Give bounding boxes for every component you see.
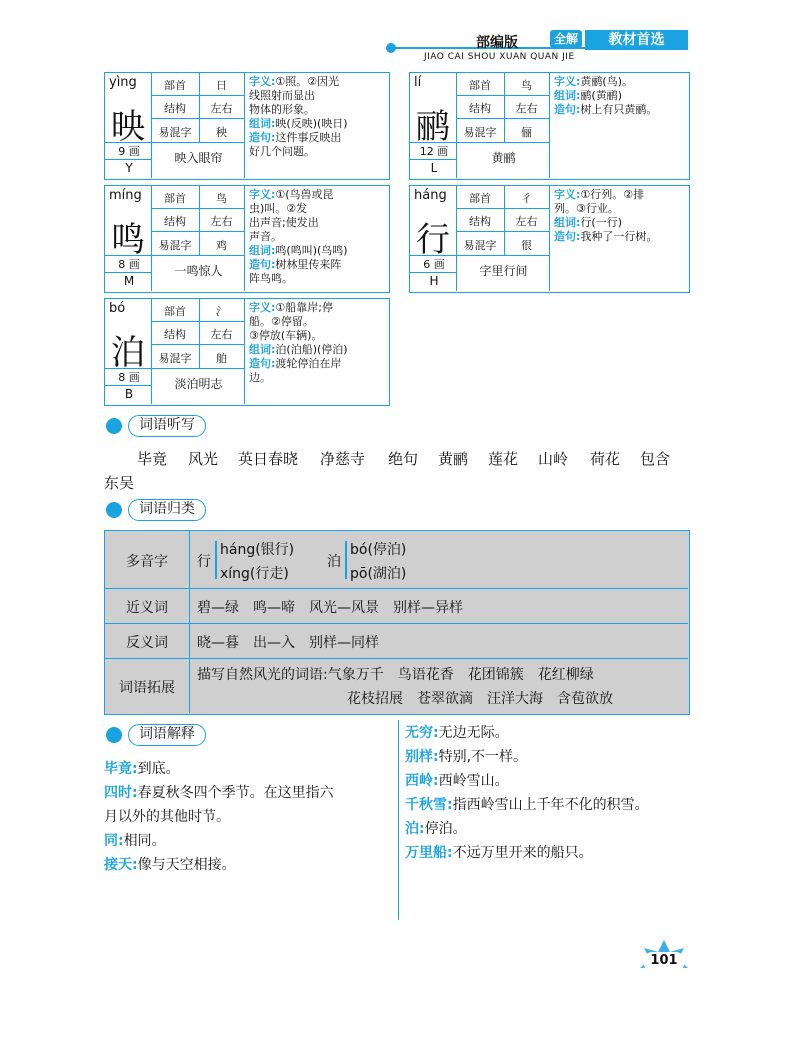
- grid-line: [456, 208, 549, 209]
- meaning-text: ①船靠岸;停: [275, 301, 333, 314]
- character-card: [104, 72, 390, 180]
- meaning-text: 出声音;使发出: [249, 216, 319, 229]
- char-idiom: 字里行间: [479, 264, 528, 278]
- char-description: [554, 75, 657, 117]
- sentence-line: [249, 258, 348, 272]
- meaning-text: 船。②停留。: [249, 315, 314, 328]
- sentence-line: [249, 357, 348, 371]
- label-confusable: 易混字: [158, 126, 192, 139]
- explanation-item: [405, 770, 509, 790]
- index-letter: Y: [125, 161, 133, 175]
- meaning-text: 虫)叫。②发: [249, 202, 308, 215]
- char-description: [249, 301, 348, 385]
- meaning-text: 线照射而显出: [249, 89, 315, 102]
- table-row-divider: [105, 588, 688, 589]
- table-row-divider: [105, 658, 688, 659]
- dictation-word: 毕竟: [137, 450, 168, 468]
- label-radical: 部首: [164, 79, 186, 92]
- sentence-text: 树上有只黄鹂。: [580, 103, 658, 116]
- sentence-label: 造句:: [249, 357, 276, 370]
- char-pinyin: yìng: [109, 75, 137, 90]
- sentence-text: 好几个问题。: [249, 145, 315, 158]
- series-logo: 全解: [550, 30, 582, 48]
- polyphone-reading: xíng(行走): [220, 566, 289, 582]
- meaning-label: 字义:: [249, 301, 276, 314]
- sentence-text: 阵鸟鸣。: [249, 272, 293, 285]
- explanation-def: 相同。: [123, 833, 166, 849]
- label-structure: 结构: [164, 102, 186, 115]
- meaning-label: 字义:: [554, 188, 581, 201]
- char-idiom: 映入眼帘: [174, 151, 223, 165]
- grid-line: [151, 118, 244, 119]
- sentence-label: 造句:: [249, 131, 276, 144]
- column-divider: [398, 720, 399, 920]
- grid-line: [151, 344, 244, 345]
- character-card: [409, 185, 690, 293]
- explanation-term: 四时:: [104, 785, 138, 801]
- char-idiom: 黄鹂: [491, 151, 516, 165]
- words-label: 组词:: [249, 244, 276, 257]
- row-head-polyphone: 多音字: [126, 554, 168, 570]
- label-confusable: 易混字: [158, 352, 192, 365]
- explanation-term: 接天:: [104, 857, 138, 873]
- dictation-word: 莲花: [488, 450, 519, 468]
- char-description: [249, 75, 348, 159]
- dictation-title: 词语听写: [128, 415, 206, 437]
- grid-line: [105, 385, 151, 386]
- explanation-item: [405, 746, 527, 766]
- meaning-text: 黄鹂(鸟)。: [580, 75, 633, 88]
- sentence-text: 这件事反映出: [275, 131, 342, 144]
- dictation-word: 山岭: [538, 450, 569, 468]
- row-head-synonyms: 近义词: [126, 600, 168, 616]
- value-radical: 氵: [216, 305, 227, 318]
- explanation-item: [104, 806, 230, 826]
- index-letter: L: [430, 161, 438, 175]
- explanation-def: 指西岭雪山上千年不化的积雪。: [452, 797, 649, 813]
- synonyms-text: 碧—绿 鸣—啼 风光—风景 别样—异样: [197, 600, 463, 616]
- grid-line: [410, 272, 456, 273]
- words-text: 鹂(黄鹂): [580, 89, 622, 102]
- explanation-term: 泊:: [405, 821, 425, 837]
- explanation-term: 万里船:: [405, 845, 453, 861]
- grid-line: [151, 95, 244, 96]
- char-pinyin: lí: [414, 75, 422, 90]
- value-structure: 左右: [210, 215, 233, 228]
- grid-line: [151, 208, 244, 209]
- classification-title: 词语归类: [128, 499, 206, 521]
- words-text: 泊(泊船)(停泊): [275, 343, 348, 356]
- label-structure: 结构: [469, 102, 491, 115]
- antonyms-text: 晓—暮 出—入 别样—同样: [197, 635, 379, 651]
- char-description: [249, 188, 348, 286]
- sentence-text: 渡轮停泊在岸: [275, 357, 342, 370]
- meaning-text: 声音。: [249, 230, 282, 243]
- bulb-icon: [106, 418, 122, 434]
- meaning-label: 字义:: [554, 75, 581, 88]
- meaning-text: ①(鸟兽或昆: [275, 188, 334, 201]
- dictation-word: 荷花: [590, 450, 621, 468]
- sentence-label: 造句:: [554, 230, 581, 243]
- meaning-line: [249, 301, 348, 315]
- meaning-line: [249, 315, 348, 329]
- char-pinyin: háng: [414, 188, 447, 203]
- meaning-line: [249, 75, 348, 89]
- char-idiom: 淡泊明志: [174, 377, 223, 391]
- sentence-line: [249, 371, 348, 385]
- meaning-label: 字义:: [249, 188, 276, 201]
- row-head-extension: 词语拓展: [119, 680, 175, 696]
- value-structure: 左右: [515, 102, 538, 115]
- character-card: [104, 298, 390, 406]
- polyphone-char-2: 泊: [327, 554, 341, 570]
- meaning-label: 字义:: [249, 75, 276, 88]
- explanation-def: 特别,不一样。: [438, 749, 528, 765]
- page-number: 101: [650, 953, 678, 968]
- stroke-count: 8 画: [118, 371, 140, 384]
- stroke-count: 12 画: [419, 145, 449, 158]
- meaning-text: 列。③行业。: [554, 202, 619, 215]
- sentence-line: [554, 103, 657, 117]
- extension-line-1: 描写自然风光的词语:气象万千 鸟语花香 花团锦簇 花红柳绿: [197, 667, 594, 683]
- label-radical: 部首: [469, 192, 491, 205]
- table-row-divider: [105, 623, 688, 624]
- meaning-text: ③停放(车辆)。: [249, 329, 323, 342]
- character-card: [409, 72, 690, 180]
- label-confusable: 易混字: [158, 239, 192, 252]
- char-glyph: 泊: [111, 333, 145, 373]
- char-pinyin: míng: [109, 188, 142, 203]
- char-description: [554, 188, 657, 244]
- words-label: 组词:: [249, 343, 276, 356]
- explanation-item: [405, 794, 649, 814]
- explanation-term: 同:: [104, 833, 124, 849]
- polyphone-reading: háng(银行): [220, 542, 295, 558]
- explanation-def: 到底。: [137, 761, 180, 777]
- label-confusable: 易混字: [463, 239, 497, 252]
- words-line: [554, 216, 657, 230]
- polyphone-reading: pō(湖泊): [350, 566, 407, 582]
- value-structure: 左右: [515, 215, 538, 228]
- stroke-count: 6 画: [423, 258, 445, 271]
- explanation-term: 无穷:: [405, 725, 439, 741]
- character-card: [104, 185, 390, 293]
- meaning-line: [249, 103, 348, 117]
- index-letter: H: [429, 274, 439, 288]
- grid-line: [151, 321, 244, 322]
- meaning-line: [249, 329, 348, 343]
- sentence-line: [249, 145, 348, 159]
- explanation-term: 毕竟:: [104, 761, 138, 777]
- sentence-text: 我种了一行树。: [580, 230, 658, 243]
- label-structure: 结构: [164, 215, 186, 228]
- sentence-label: 造句:: [554, 103, 581, 116]
- meaning-line: [249, 216, 348, 230]
- series-pinyin: JIAO CAI SHOU XUAN QUAN JIE: [424, 52, 575, 62]
- explanation-item: [405, 818, 467, 838]
- grid-line: [105, 272, 151, 273]
- series-title: 教材首选: [585, 30, 688, 50]
- bulb-icon: [106, 502, 122, 518]
- words-line: [249, 244, 348, 258]
- label-radical: 部首: [469, 79, 491, 92]
- explanation-term: 千秋雪:: [405, 797, 453, 813]
- explanation-def: 月以外的其他时节。: [104, 809, 230, 825]
- index-letter: M: [123, 274, 135, 288]
- sentence-label: 造句:: [249, 258, 276, 271]
- meaning-line: [554, 188, 657, 202]
- meaning-line: [249, 89, 348, 103]
- words-label: 组词:: [554, 216, 581, 229]
- value-radical: 日: [216, 79, 227, 92]
- meaning-text: ①行列。②排: [580, 188, 645, 201]
- dictation-word: 风光: [188, 450, 219, 468]
- label-radical: 部首: [164, 305, 186, 318]
- words-label: 组词:: [554, 89, 581, 102]
- bulb-icon: [106, 727, 122, 743]
- label-structure: 结构: [469, 215, 491, 228]
- dictation-word: 英日春晓: [238, 450, 299, 468]
- explanation-def: 像与天空相接。: [137, 857, 236, 873]
- words-label: 组词:: [249, 117, 276, 130]
- value-confusable: 很: [521, 239, 532, 252]
- value-confusable: 舶: [216, 352, 227, 365]
- polyphone-reading: bó(停泊): [350, 542, 407, 558]
- explanation-item: [405, 842, 593, 862]
- value-structure: 左右: [210, 102, 233, 115]
- explanation-def: 西岭雪山。: [438, 773, 509, 789]
- explanation-def: 无边无际。: [438, 725, 509, 741]
- polyphone-char-1: 行: [197, 554, 211, 570]
- value-radical: 彳: [521, 192, 532, 205]
- grid-line: [105, 159, 151, 160]
- sentence-line: [554, 230, 657, 244]
- words-line: [249, 343, 348, 357]
- dictation-word: 包含: [640, 450, 671, 468]
- index-letter: B: [124, 387, 134, 401]
- brace-icon: [345, 541, 347, 579]
- grid-line: [151, 231, 244, 232]
- edition-label: 部编版: [476, 35, 518, 51]
- char-glyph: 映: [111, 107, 145, 147]
- words-line: [249, 117, 348, 131]
- explanation-def: 停泊。: [424, 821, 467, 837]
- words-text: 行(一行): [580, 216, 622, 229]
- grid-line: [456, 95, 549, 96]
- meaning-line: [249, 202, 348, 216]
- meaning-line: [554, 202, 657, 216]
- char-glyph: 行: [416, 220, 450, 260]
- stroke-count: 8 画: [118, 258, 140, 271]
- char-pinyin: bó: [109, 301, 126, 316]
- value-confusable: 鸡: [216, 239, 227, 252]
- explanation-def: 春夏秋冬四个季节。在这里指六: [137, 785, 334, 801]
- dictation-word: 绝句: [388, 450, 419, 468]
- explanation-item: [104, 758, 180, 778]
- grid-line: [410, 159, 456, 160]
- sentence-line: [249, 131, 348, 145]
- extension-line-2: 花枝招展 苍翠欲滴 汪洋大海 含苞欲放: [347, 691, 613, 707]
- explanation-def: 不远万里开来的船只。: [452, 845, 593, 861]
- label-confusable: 易混字: [463, 126, 497, 139]
- value-confusable: 秧: [216, 126, 227, 139]
- dictation-word: 净慈寺: [320, 450, 366, 468]
- dictation-word: 黄鹂: [438, 450, 469, 468]
- explanation-item: [104, 782, 334, 802]
- value-radical: 鸟: [521, 79, 532, 92]
- explanation-item: [405, 722, 509, 742]
- char-idiom: 一鸣惊人: [174, 264, 223, 278]
- classification-table: [104, 530, 690, 715]
- words-text: 鸣(鸣叫)(鸟鸣): [275, 244, 348, 257]
- label-structure: 结构: [164, 328, 186, 341]
- table-column-divider: [189, 531, 190, 713]
- meaning-line: [249, 230, 348, 244]
- explanations-title: 词语解释: [128, 724, 206, 746]
- value-structure: 左右: [210, 328, 233, 341]
- value-radical: 鸟: [216, 192, 227, 205]
- brace-icon: [215, 541, 217, 579]
- sentence-text: 边。: [249, 371, 271, 384]
- grid-line: [456, 231, 549, 232]
- words-text: 映(反映)(映日): [275, 117, 348, 130]
- explanation-item: [104, 830, 166, 850]
- grid-line: [456, 118, 549, 119]
- meaning-text: ①照。②因光: [275, 75, 340, 88]
- words-line: [554, 89, 657, 103]
- label-radical: 部首: [164, 192, 186, 205]
- dictation-word: 东吴: [104, 474, 135, 492]
- meaning-line: [554, 75, 657, 89]
- explanation-item: [104, 854, 236, 874]
- sentence-line: [249, 272, 348, 286]
- meaning-line: [249, 188, 348, 202]
- row-head-antonyms: 反义词: [126, 635, 168, 651]
- stroke-count: 9 画: [118, 145, 140, 158]
- char-glyph: 鹂: [416, 107, 450, 147]
- explanation-term: 别样:: [405, 749, 439, 765]
- sentence-text: 树林里传来阵: [275, 258, 342, 271]
- char-glyph: 鸣: [111, 220, 145, 260]
- value-confusable: 俪: [521, 126, 532, 139]
- explanation-term: 西岭:: [405, 773, 439, 789]
- meaning-text: 物体的形象。: [249, 103, 315, 116]
